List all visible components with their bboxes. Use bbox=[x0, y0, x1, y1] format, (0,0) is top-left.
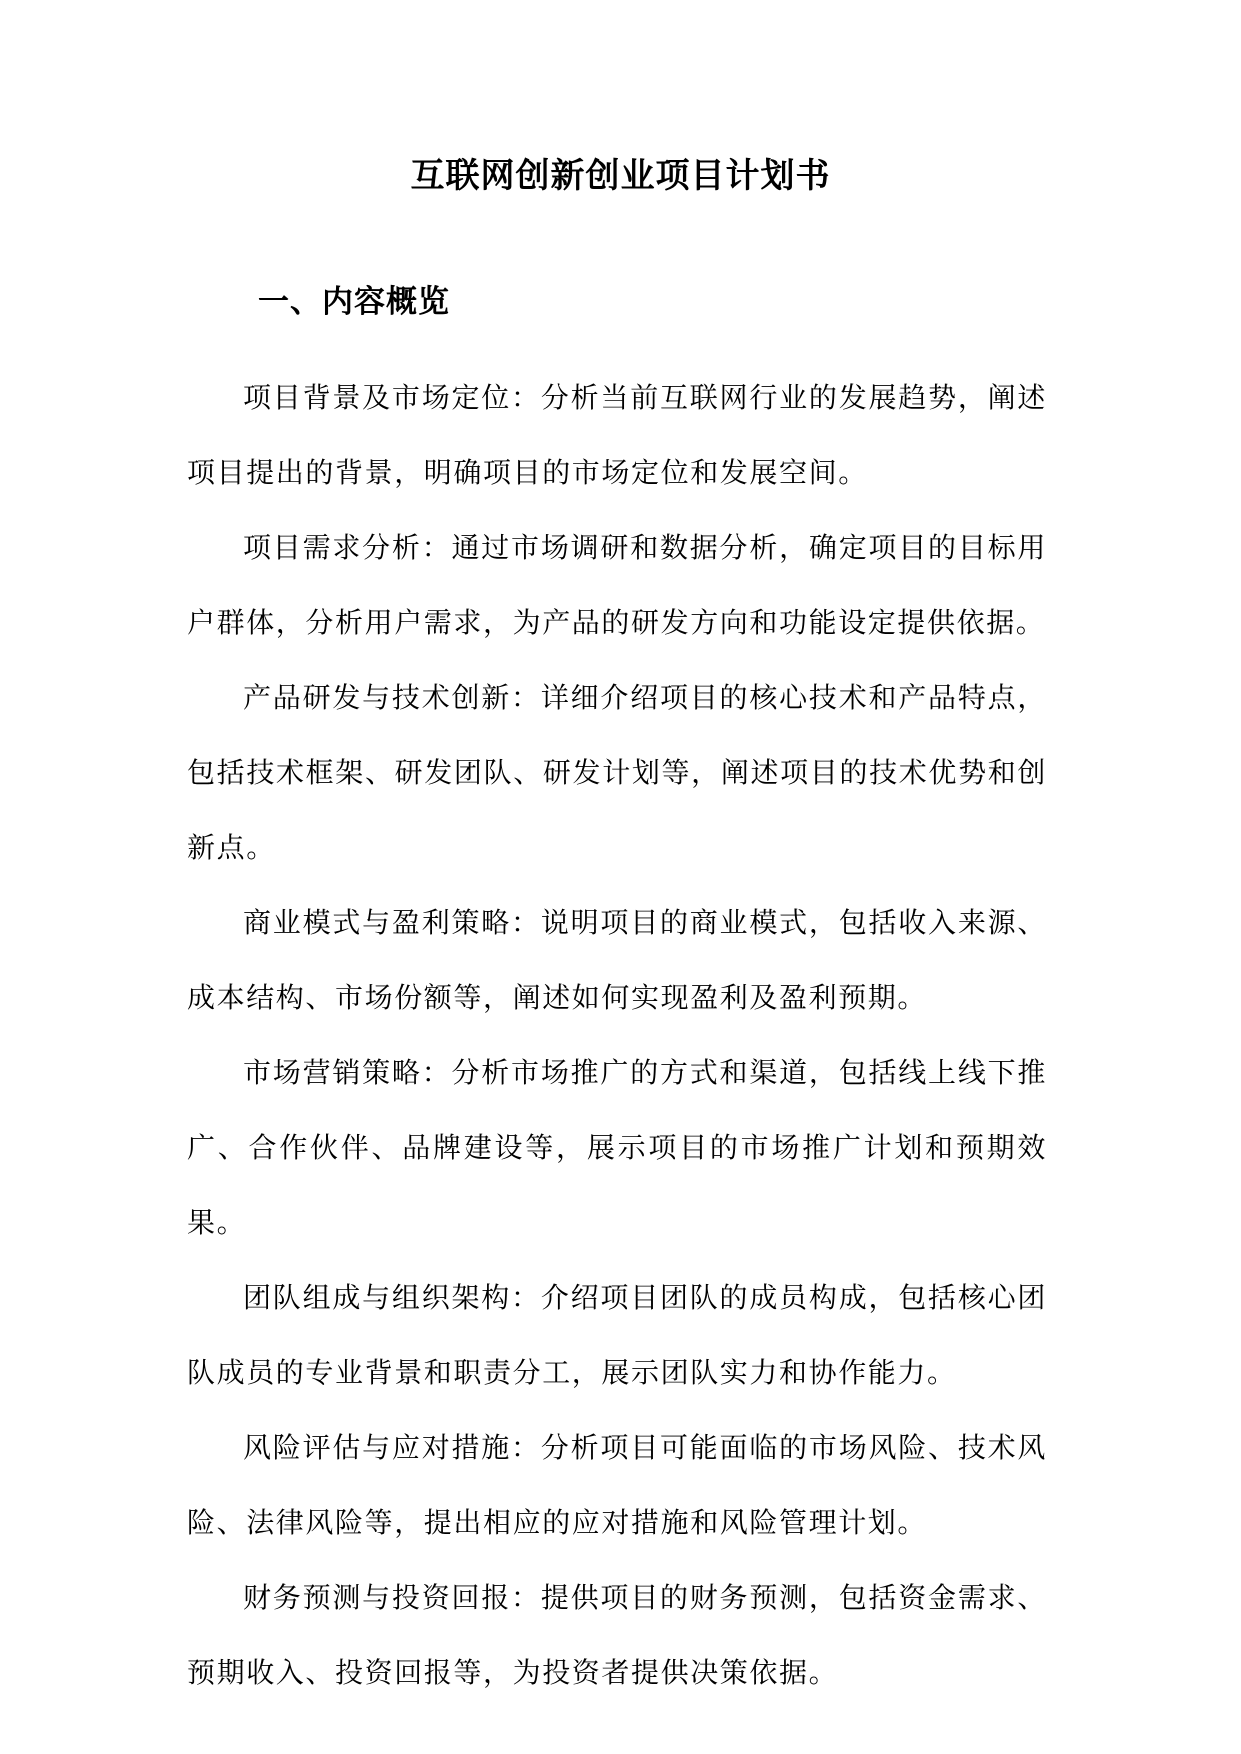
paragraph-marketing-strategy: 市场营销策略：分析市场推广的方式和渠道，包括线上线下推广、合作伙伴、品牌建设等，展示项目的市场推广计划和预期效果。 bbox=[187, 1056, 1047, 1239]
paragraph-requirements-analysis: 项目需求分析：通过市场调研和数据分析，确定项目的目标用户群体，分析用户需求，为产品的研发方向和功能设定提供依据。 bbox=[187, 531, 1047, 639]
paragraph-business-model: 商业模式与盈利策略：说明项目的商业模式，包括收入来源、成本结构、市场份额等，阐述如何实现盈利及盈利预期。 bbox=[187, 906, 1047, 1014]
paragraph-risk-assessment: 风险评估与应对措施：分析项目可能面临的市场风险、技术风险、法律风险等，提出相应的应对措施和风险管理计划。 bbox=[187, 1431, 1047, 1539]
paragraph-team-structure: 团队组成与组织架构：介绍项目团队的成员构成，包括核心团队成员的专业背景和职责分工，展示团队实力和协作能力。 bbox=[187, 1281, 1047, 1389]
paragraph-product-rd: 产品研发与技术创新：详细介绍项目的核心技术和产品特点，包括技术框架、研发团队、研发计划等，阐述项目的技术优势和创新点。 bbox=[187, 681, 1047, 864]
section-heading: 一、内容概览 bbox=[258, 284, 450, 320]
paragraph-project-background: 项目背景及市场定位：分析当前互联网行业的发展趋势，阐述项目提出的背景，明确项目的市场定位和发展空间。 bbox=[187, 381, 1047, 489]
document-body bbox=[187, 360, 1047, 1710]
document-title: 互联网创新创业项目计划书 bbox=[410, 156, 831, 196]
paragraph-financial-forecast: 财务预测与投资回报：提供项目的财务预测，包括资金需求、预期收入、投资回报等，为投资者提供决策依据。 bbox=[187, 1581, 1047, 1689]
